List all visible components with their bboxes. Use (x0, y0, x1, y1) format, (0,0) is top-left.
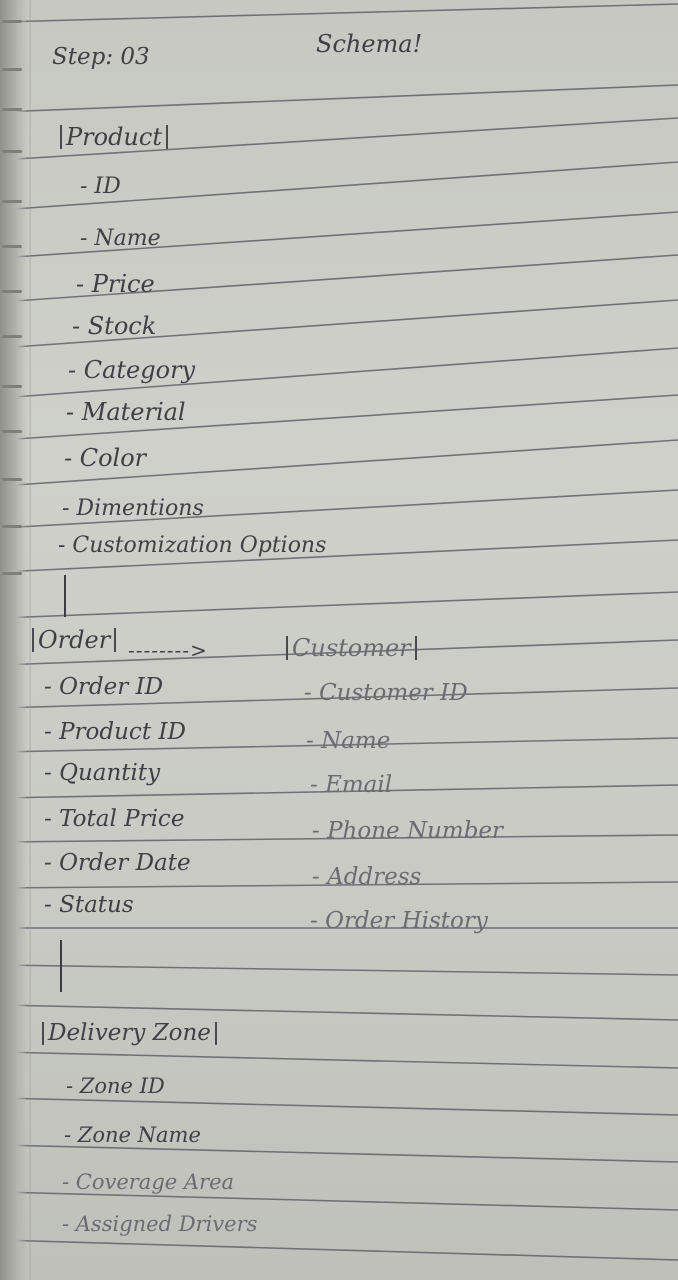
order-field: - Product ID (44, 719, 186, 745)
product-field: - Dimentions (62, 496, 204, 521)
delivery-zone-field: - Coverage Area (62, 1170, 235, 1194)
connector-order-delivery (60, 940, 62, 992)
delivery-zone-field: - Zone ID (66, 1074, 165, 1098)
order-title: Order (32, 628, 116, 652)
binding-hole (2, 525, 22, 528)
product-field: - ID (80, 174, 121, 199)
customer-title: Customer (286, 636, 417, 660)
customer-field: - Address (312, 864, 422, 890)
product-field: - Color (64, 444, 147, 472)
product-field: - Price (76, 270, 155, 298)
customer-field: - Email (310, 772, 393, 798)
delivery-zone-field: - Zone Name (64, 1123, 201, 1147)
customer-field: - Name (306, 728, 391, 754)
product-field: - Material (66, 398, 186, 426)
binding-hole (2, 385, 22, 388)
product-field: - Name (80, 226, 161, 251)
delivery-zone-field: - Assigned Drivers (62, 1212, 258, 1236)
step-label: Step: 03 (52, 44, 150, 70)
binding-hole (2, 572, 22, 575)
product-field: - Customization Options (58, 533, 327, 558)
product-field: - Category (68, 356, 196, 384)
customer-field: - Phone Number (312, 818, 504, 844)
order-field: - Status (44, 892, 134, 918)
order-field: - Total Price (44, 806, 185, 832)
page-title: Schema! (316, 30, 423, 58)
binding-hole (2, 430, 22, 433)
order-field: - Quantity (44, 760, 161, 786)
binding-hole (2, 290, 22, 293)
order-field: - Order Date (44, 850, 191, 876)
binding-hole (2, 20, 22, 23)
product-title: Product (60, 125, 168, 149)
customer-field: - Order History (310, 908, 488, 934)
binding-hole (2, 200, 22, 203)
delivery-zone-title: Delivery Zone (42, 1022, 217, 1045)
binding-hole (2, 150, 22, 153)
relation-arrow: --------> (128, 638, 208, 662)
binding-hole (2, 68, 22, 71)
product-field: - Stock (72, 312, 157, 340)
binding-hole (2, 245, 22, 248)
binding-hole (2, 335, 22, 338)
binding-hole (2, 478, 22, 481)
order-field: - Order ID (44, 674, 164, 700)
connector-product-order (64, 575, 66, 617)
customer-field: - Customer ID (304, 680, 468, 706)
binding-hole (2, 108, 22, 111)
spiral-binding (0, 0, 28, 1280)
